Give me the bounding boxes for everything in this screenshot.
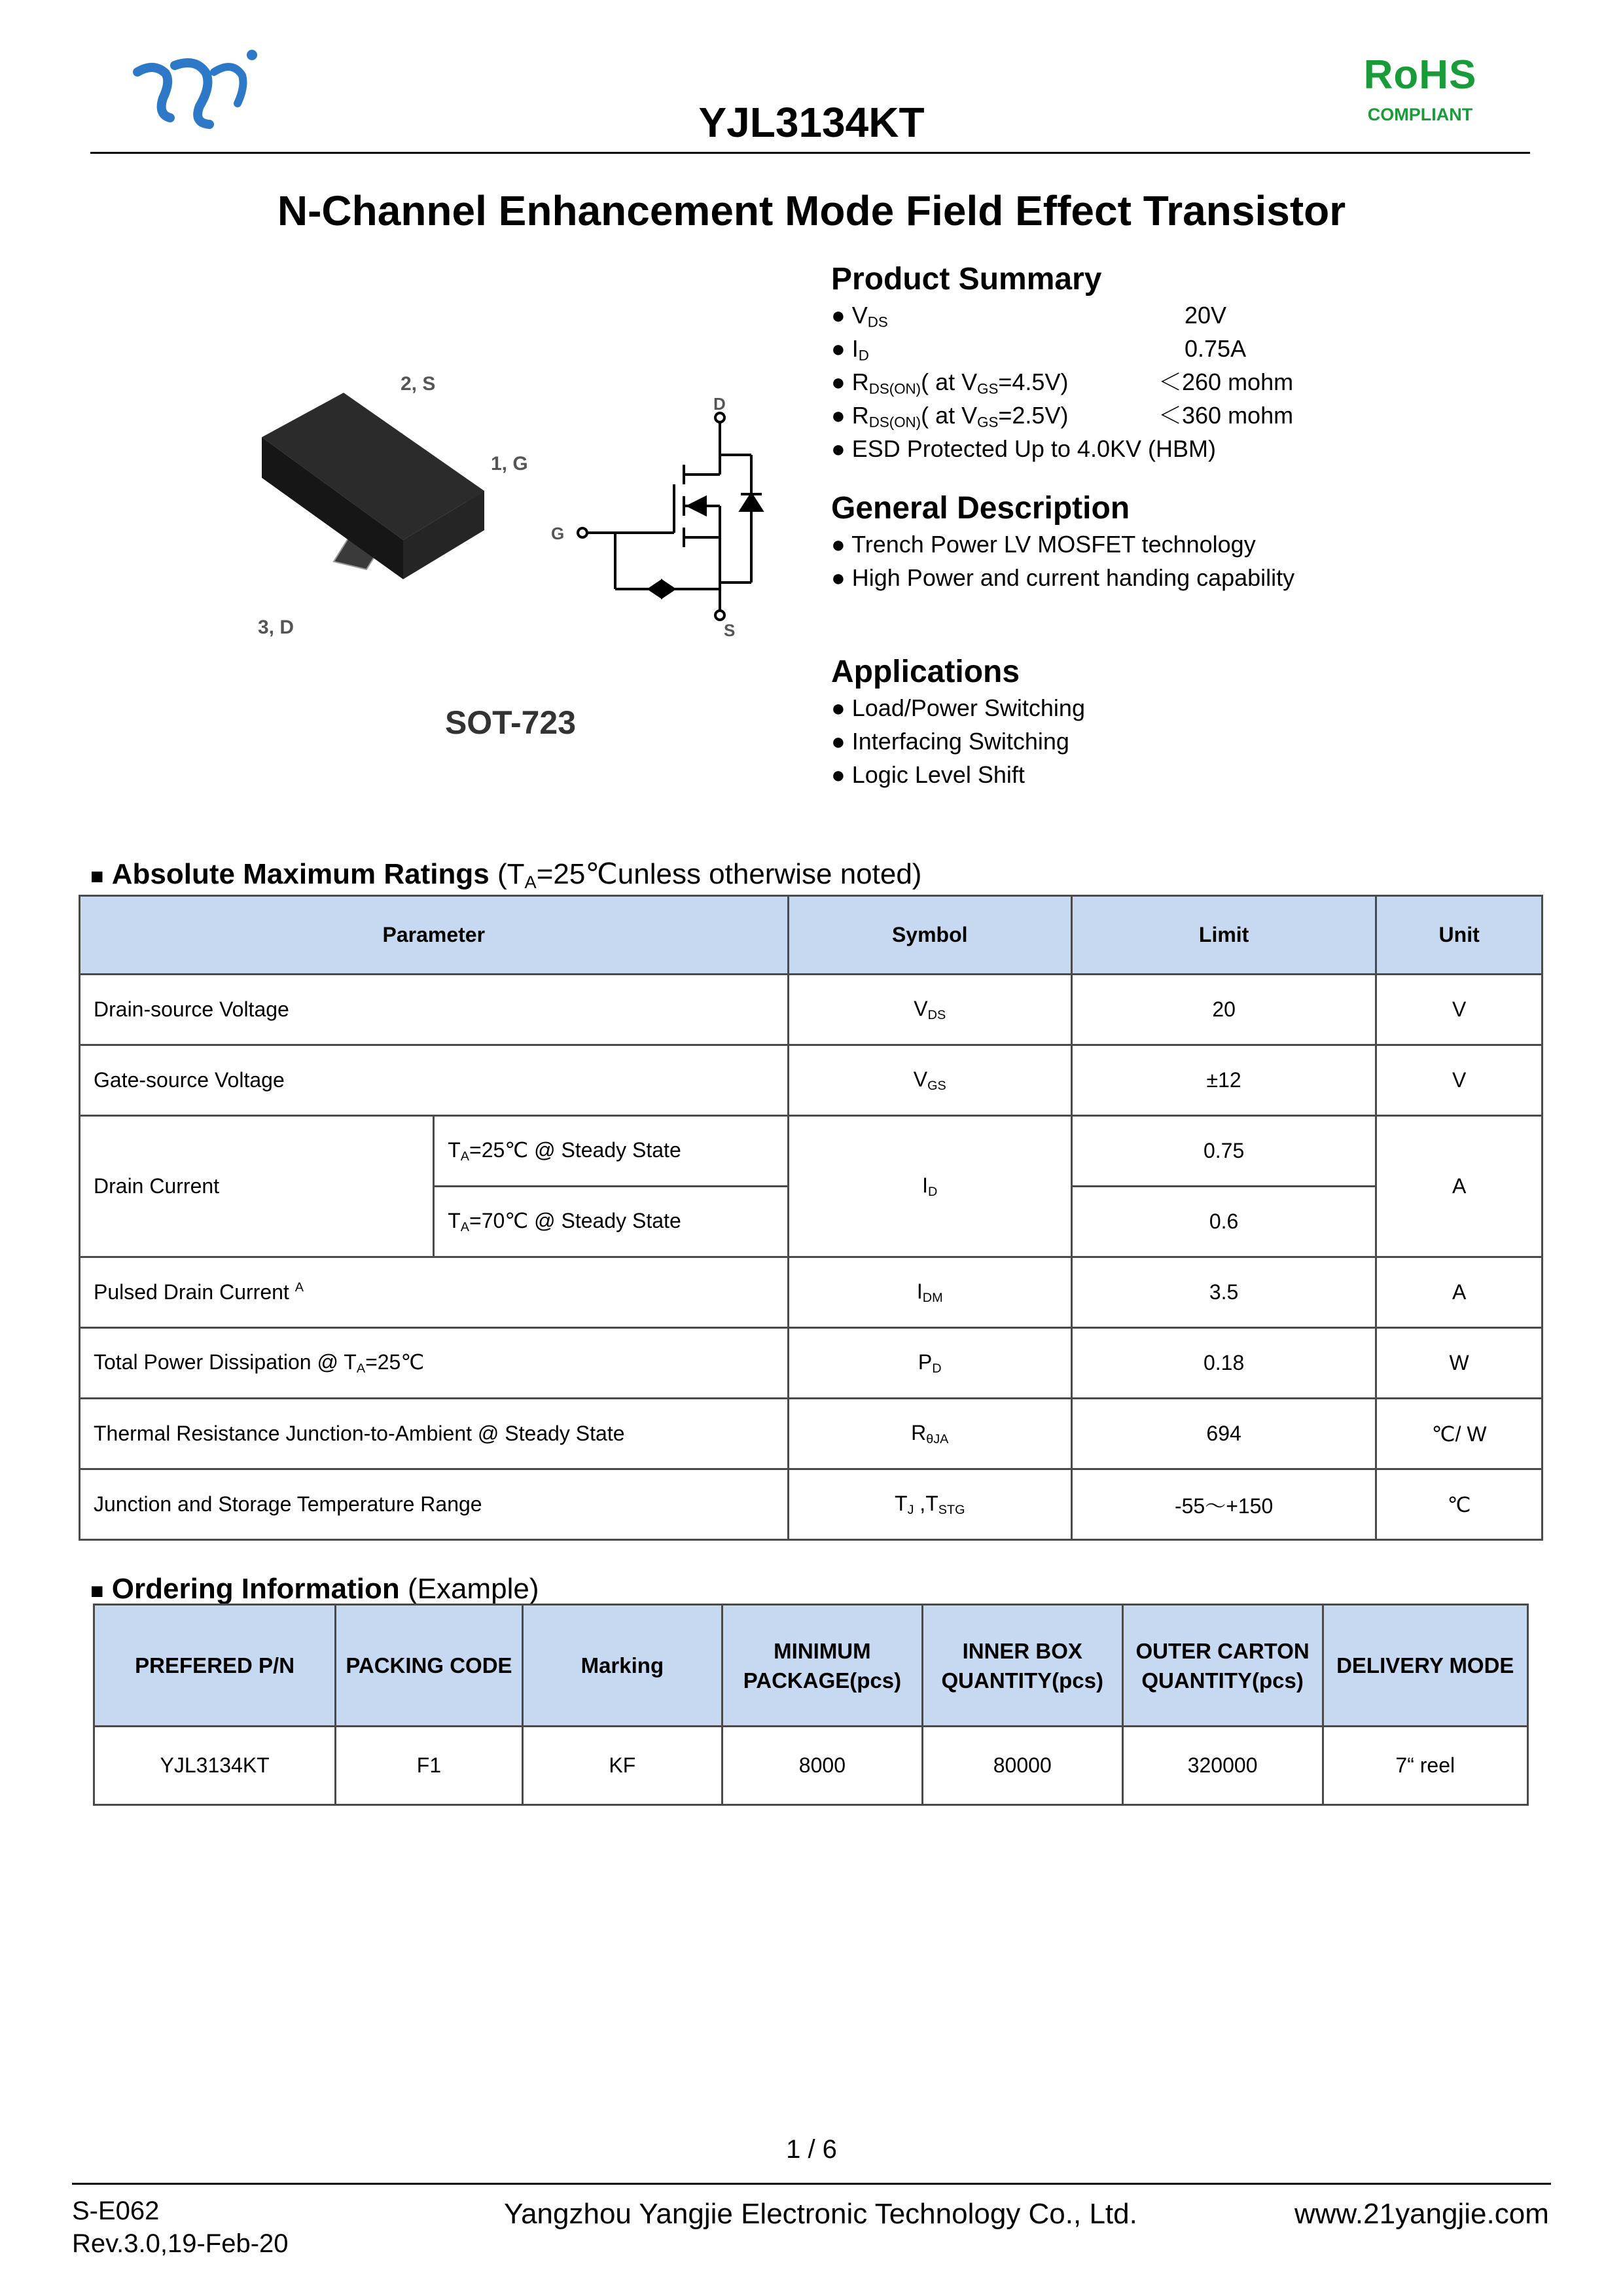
table-row: Drain Current $T_A=25℃$ @ Steady State $I_D$ 0.75 A (80, 1116, 1543, 1187)
summary-item: ● $V_{DS}$ 20V (831, 298, 1518, 332)
table-row: Junction and Storage Temperature Range $T_J$ $,T_{STG}$ -55～+150 ℃ (80, 1469, 1543, 1540)
table-row: Thermal Resistance Junction-to-Ambient @ Steady State $R_{\theta JA}$ 694 ℃/ W (80, 1399, 1543, 1469)
col-symbol: Symbol (788, 896, 1071, 975)
table-row: Gate-source Voltage $V_{GS}$ ±12 V (80, 1045, 1543, 1116)
applications-heading: Applications (831, 655, 1020, 689)
schematic-s-label: S (724, 620, 736, 640)
footer-divider (72, 2183, 1551, 2185)
header-divider (90, 152, 1530, 154)
summary-item: ● ESD Protected Up to 4.0KV (HBM) (831, 435, 1216, 462)
table-row: Total Power Dissipation @ $T_A=25℃$ $P_D$ 0.18 W (80, 1328, 1543, 1399)
general-description (831, 490, 1551, 594)
table-row: Pulsed Drain Current $^A$ $I_{DM}$ 3.5 A (80, 1257, 1543, 1328)
summary-value: 20V (1185, 302, 1227, 329)
package-image (249, 367, 528, 641)
table-header-row (80, 896, 1543, 975)
ordering-heading: ■ Ordering Information (Example) (90, 1573, 539, 1605)
summary-item: ● $R_{DS(ON)}$( at $V_{GS}=2.5V$) ＜360 mohm (831, 399, 1518, 432)
summary-value: ＜260 mohm (1158, 368, 1294, 395)
company-name: Yangzhou Yangjie Electronic Technology Co., Ltd. (504, 2198, 1137, 2230)
summary-item: ● $I_D$ 0.75A (831, 332, 1518, 365)
table-row: $T_A=70℃$ @ Steady State 0.6 (80, 1187, 1543, 1257)
document-title: N-Channel Enhancement Mode Field Effect Transistor (277, 187, 1346, 234)
revision: Rev.3.0,19-Feb-20 (72, 2229, 289, 2258)
summary-item: ● $R_{DS(ON)}$( at $V_{GS}=4.5V$) ＜260 mohm (831, 365, 1518, 399)
amr-table (79, 895, 1543, 1541)
col-limit: Limit (1071, 896, 1376, 975)
table-row: Drain-source Voltage $V_{DS}$ 20 V (80, 975, 1543, 1045)
rohs-badge (1348, 52, 1492, 126)
schematic-g-label: G (551, 524, 565, 543)
rohs-label: RoHS (1363, 52, 1477, 98)
website-link[interactable]: www.21yangjie.com (1294, 2198, 1549, 2230)
table-row: YJL3134KT F1 KF 8000 80000 320000 7“ reel (94, 1727, 1528, 1805)
general-item: ● Trench Power LV MOSFET technology (831, 531, 1256, 558)
product-summary (831, 260, 1518, 465)
applications (831, 653, 1518, 791)
application-item: ● Interfacing Switching (831, 728, 1069, 755)
document-code (72, 2195, 289, 2260)
model-number: YJL3134KT (698, 99, 925, 146)
schematic-d-label: D (713, 394, 726, 414)
summary-value: 0.75A (1185, 335, 1247, 362)
col-unit: Unit (1376, 896, 1543, 975)
application-item: ● Logic Level Shift (831, 761, 1025, 788)
pin-3d-label: 3, D (258, 617, 294, 638)
pin-2s-label: 2, S (401, 373, 436, 395)
pin-1g-label: 1, G (491, 453, 528, 475)
summary-heading: Product Summary (831, 262, 1102, 296)
rohs-compliant: COMPLIANT (1367, 105, 1473, 124)
table-header-row: PREFERED P/N PACKING CODE Marking MINIMUM PACKAGE(pcs) INNER BOX QUANTITY(pcs) OUTER CARTON QUANTITY(pcs) DELIVERY MODE (94, 1605, 1528, 1727)
doc-code: S-E062 (72, 2197, 160, 2225)
general-heading: General Description (831, 491, 1130, 526)
page-number: 1 / 6 (786, 2135, 837, 2164)
amr-heading: ■ Absolute Maximum Ratings ($T_A=25℃unless$ otherwise noted) (90, 858, 922, 892)
application-item: ● Load/Power Switching (831, 694, 1085, 721)
general-item: ● High Power and current handing capability (831, 564, 1295, 591)
summary-value: ＜360 mohm (1158, 402, 1294, 429)
col-parameter: Parameter (80, 896, 789, 975)
ordering-table (93, 1604, 1529, 1806)
mosfet-schematic (537, 393, 772, 641)
package-name: SOT-723 (444, 704, 577, 741)
